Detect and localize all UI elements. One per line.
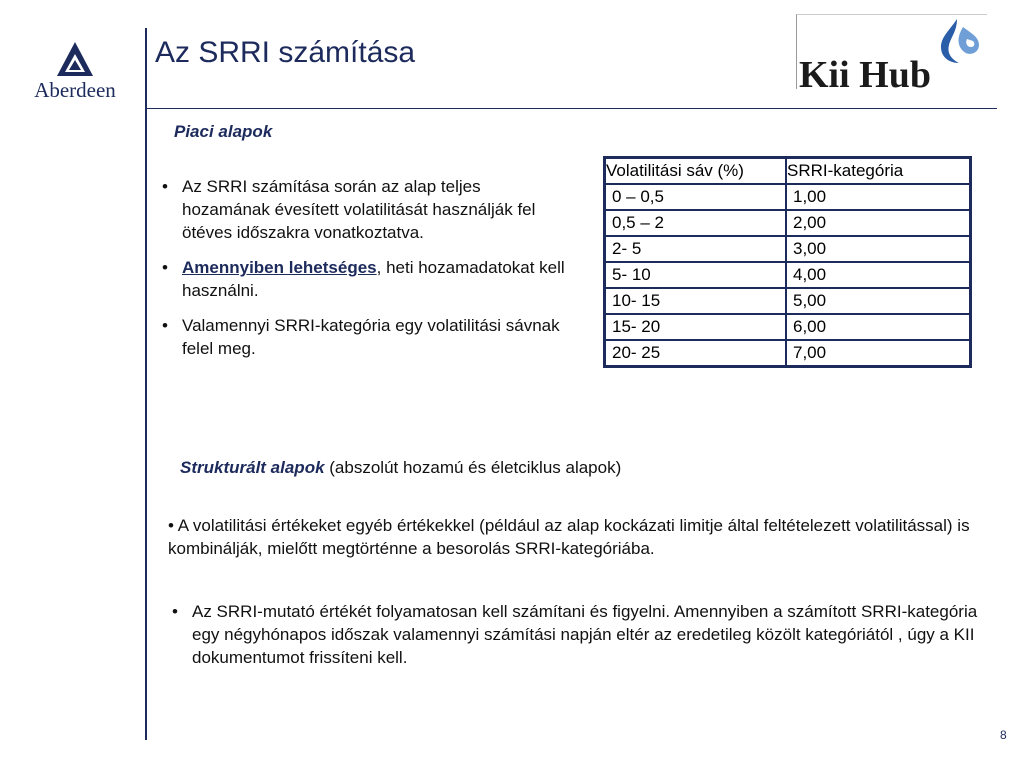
section-heading-emphasis: Strukturált alapok — [180, 458, 325, 477]
horizontal-divider — [147, 108, 997, 109]
section-heading-piaci-alapok: Piaci alapok — [174, 122, 273, 141]
table-header: SRRI-kategória — [786, 158, 971, 185]
table-cell: 5- 10 — [605, 262, 787, 288]
table-row — [605, 262, 971, 288]
kiihub-logo-icon — [927, 17, 983, 65]
table-row — [605, 314, 971, 340]
section-heading-strukturalt-alapok — [180, 458, 621, 478]
table-row — [605, 340, 971, 367]
paragraph-srri-monitoring — [170, 600, 992, 669]
page-title: Az SRRI számítása — [155, 36, 416, 69]
table-row — [605, 210, 971, 236]
bullet-text: Valamennyi SRRI-kategória egy volatilitási sávnak felel meg. — [182, 316, 560, 358]
table-cell: 2,00 — [786, 210, 971, 236]
aberdeen-logo — [20, 40, 130, 110]
table-cell: 3,00 — [786, 236, 971, 262]
table-cell: 15- 20 — [605, 314, 787, 340]
volatility-table — [603, 156, 972, 368]
table-cell: 2- 5 — [605, 236, 787, 262]
table-cell: 5,00 — [786, 288, 971, 314]
aberdeen-logo-text: Aberdeen — [34, 78, 116, 102]
table-cell: 4,00 — [786, 262, 971, 288]
bullet-list — [160, 175, 570, 372]
table-cell: 0 – 0,5 — [605, 184, 787, 210]
table-row — [605, 184, 971, 210]
aberdeen-logo-icon — [57, 42, 93, 76]
table-row — [605, 288, 971, 314]
table-header: Volatilitási sáv (%) — [605, 158, 787, 185]
table-cell: 10- 15 — [605, 288, 787, 314]
table-cell: 7,00 — [786, 340, 971, 367]
table-cell: 20- 25 — [605, 340, 787, 367]
table-cell: 1,00 — [786, 184, 971, 210]
bullet-item — [160, 314, 570, 360]
bullet-text: Az SRRI számítása során az alap teljes hozamának évesített volatilitását használják fel ötéves időszakra vonatkoztatva. — [182, 177, 536, 242]
kiihub-logo-text: Kii Hub — [799, 54, 931, 96]
table-cell: 6,00 — [786, 314, 971, 340]
table-cell: 0,5 – 2 — [605, 210, 787, 236]
table-row — [605, 236, 971, 262]
amennyiben-link[interactable]: Amennyiben lehetséges — [182, 258, 377, 277]
page-number: 8 — [1000, 728, 1007, 742]
paragraph-text: Az SRRI-mutató értékét folyamatosan kell számítani és figyelni. Amennyiben a számított SRRI-kategória egy négyhónapos időszak valamennyi számítási napján eltér az eredetileg közölt kategóriától , úgy a KII dokumentumot frissíteni kell. — [192, 602, 978, 667]
table-header-row — [605, 158, 971, 185]
paragraph-volatility-combination: • A volatilitási értékeket egyéb értékekkel (például az alap kockázati limitje által feltételezett volatilitással) is kombinálják, mielőtt megtörténne a besorolás SRRI-kategóriába. — [168, 516, 970, 558]
kiihub-logo — [796, 14, 987, 96]
bullet-dot: • — [172, 602, 178, 621]
bullet-text: , heti hozamadatokat kell használni. — [182, 258, 565, 300]
bullet-item — [160, 256, 570, 302]
bullet-item — [160, 175, 570, 244]
section-heading-rest: (abszolút hozamú és életciklus alapok) — [324, 458, 622, 477]
vertical-divider — [145, 28, 147, 740]
